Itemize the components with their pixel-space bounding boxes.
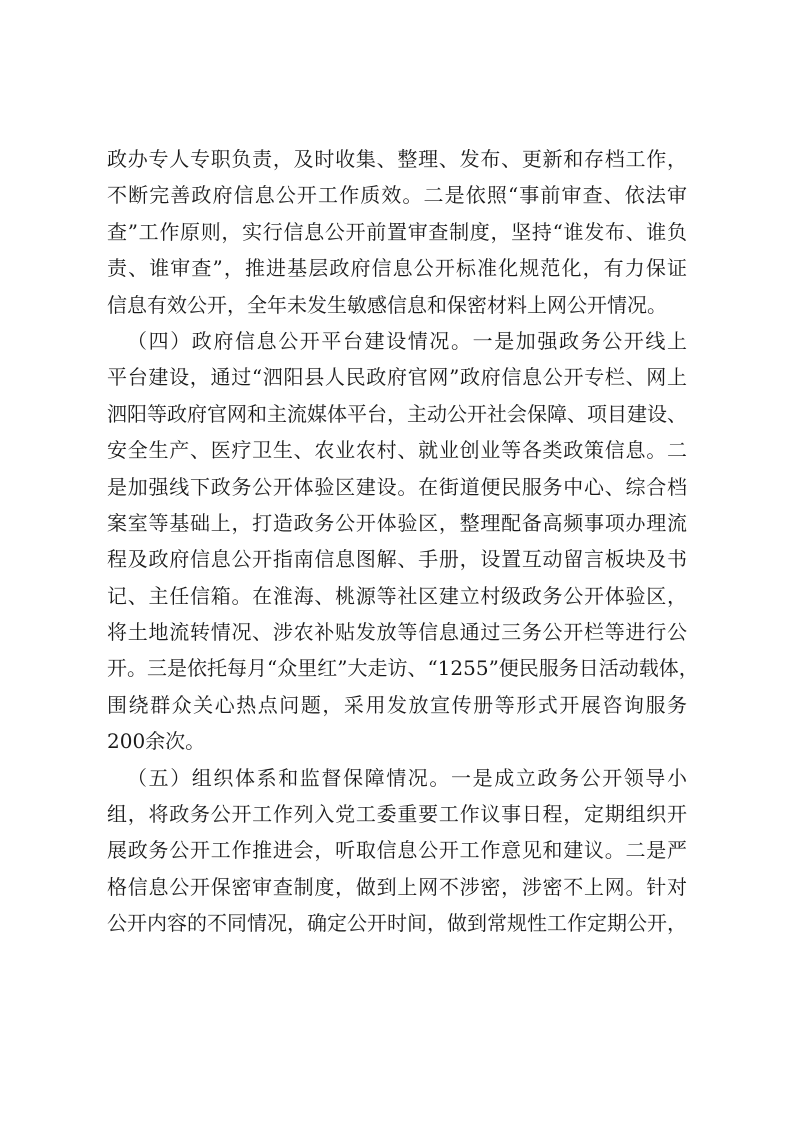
text-line: 泗阳等政府官网和主流媒体平台，主动公开社会保障、项目建设、 [107, 401, 687, 426]
text-line: 将土地流转情况、涉农补贴发放等信息通过三务公开栏等进行公 [107, 620, 687, 645]
text-line: 不断完善政府信息公开工作质效。二是依照“事前审查、依法审 [107, 183, 687, 208]
paragraph-3 [107, 760, 687, 942]
text-line: （四）政府信息公开平台建设情况。一是加强政务公开线上 [127, 328, 687, 353]
text-line: 200余次。 [107, 729, 206, 754]
paragraph-2 [107, 323, 699, 760]
text-line: 公开内容的不同情况，确定公开时间，做到常规性工作定期公开， [107, 911, 687, 936]
text-line: 是加强线下政务公开体验区建设。在街道便民服务中心、综合档 [107, 474, 687, 499]
text-line: 查”工作原则，实行信息公开前置审查制度，坚持“谁发布、谁负 [107, 219, 687, 244]
text-line: 责、谁审查”，推进基层政府信息公开标准化规范化，有力保证 [107, 256, 687, 281]
text-line: （五）组织体系和监督保障情况。一是成立政务公开领导小 [127, 765, 687, 790]
body-text [107, 141, 699, 942]
text-line: 围绕群众关心热点问题，采用发放宣传册等形式开展咨询服务 [107, 692, 687, 717]
text-line: 平台建设，通过“泗阳县人民政府官网”政府信息公开专栏、网上 [107, 365, 687, 390]
text-line: 开。三是依托每月“众里红”大走访、“1255”便民服务日活动载体， [107, 656, 699, 681]
text-line: 政办专人专职负责，及时收集、整理、发布、更新和存档工作， [107, 147, 687, 171]
text-line: 案室等基础上，打造政务公开体验区，整理配备高频事项办理流 [107, 510, 687, 535]
text-line: 信息有效公开，全年未发生敏感信息和保密材料上网公开情况。 [107, 292, 667, 317]
text-line: 格信息公开保密审查制度，做到上网不涉密，涉密不上网。针对 [107, 874, 687, 899]
text-line: 展政务公开工作推进会，听取信息公开工作意见和建议。二是严 [107, 838, 687, 863]
paragraph-1 [107, 141, 687, 323]
text-line: 组，将政务公开工作列入党工委重要工作议事日程，定期组织开 [107, 802, 687, 827]
text-line: 安全生产、医疗卫生、农业农村、就业创业等各类政策信息。二 [107, 438, 687, 463]
text-line: 记、主任信箱。在淮海、桃源等社区建立村级政务公开体验区， [107, 583, 687, 608]
text-line: 程及政府信息公开指南信息图解、手册，设置互动留言板块及书 [107, 547, 687, 572]
